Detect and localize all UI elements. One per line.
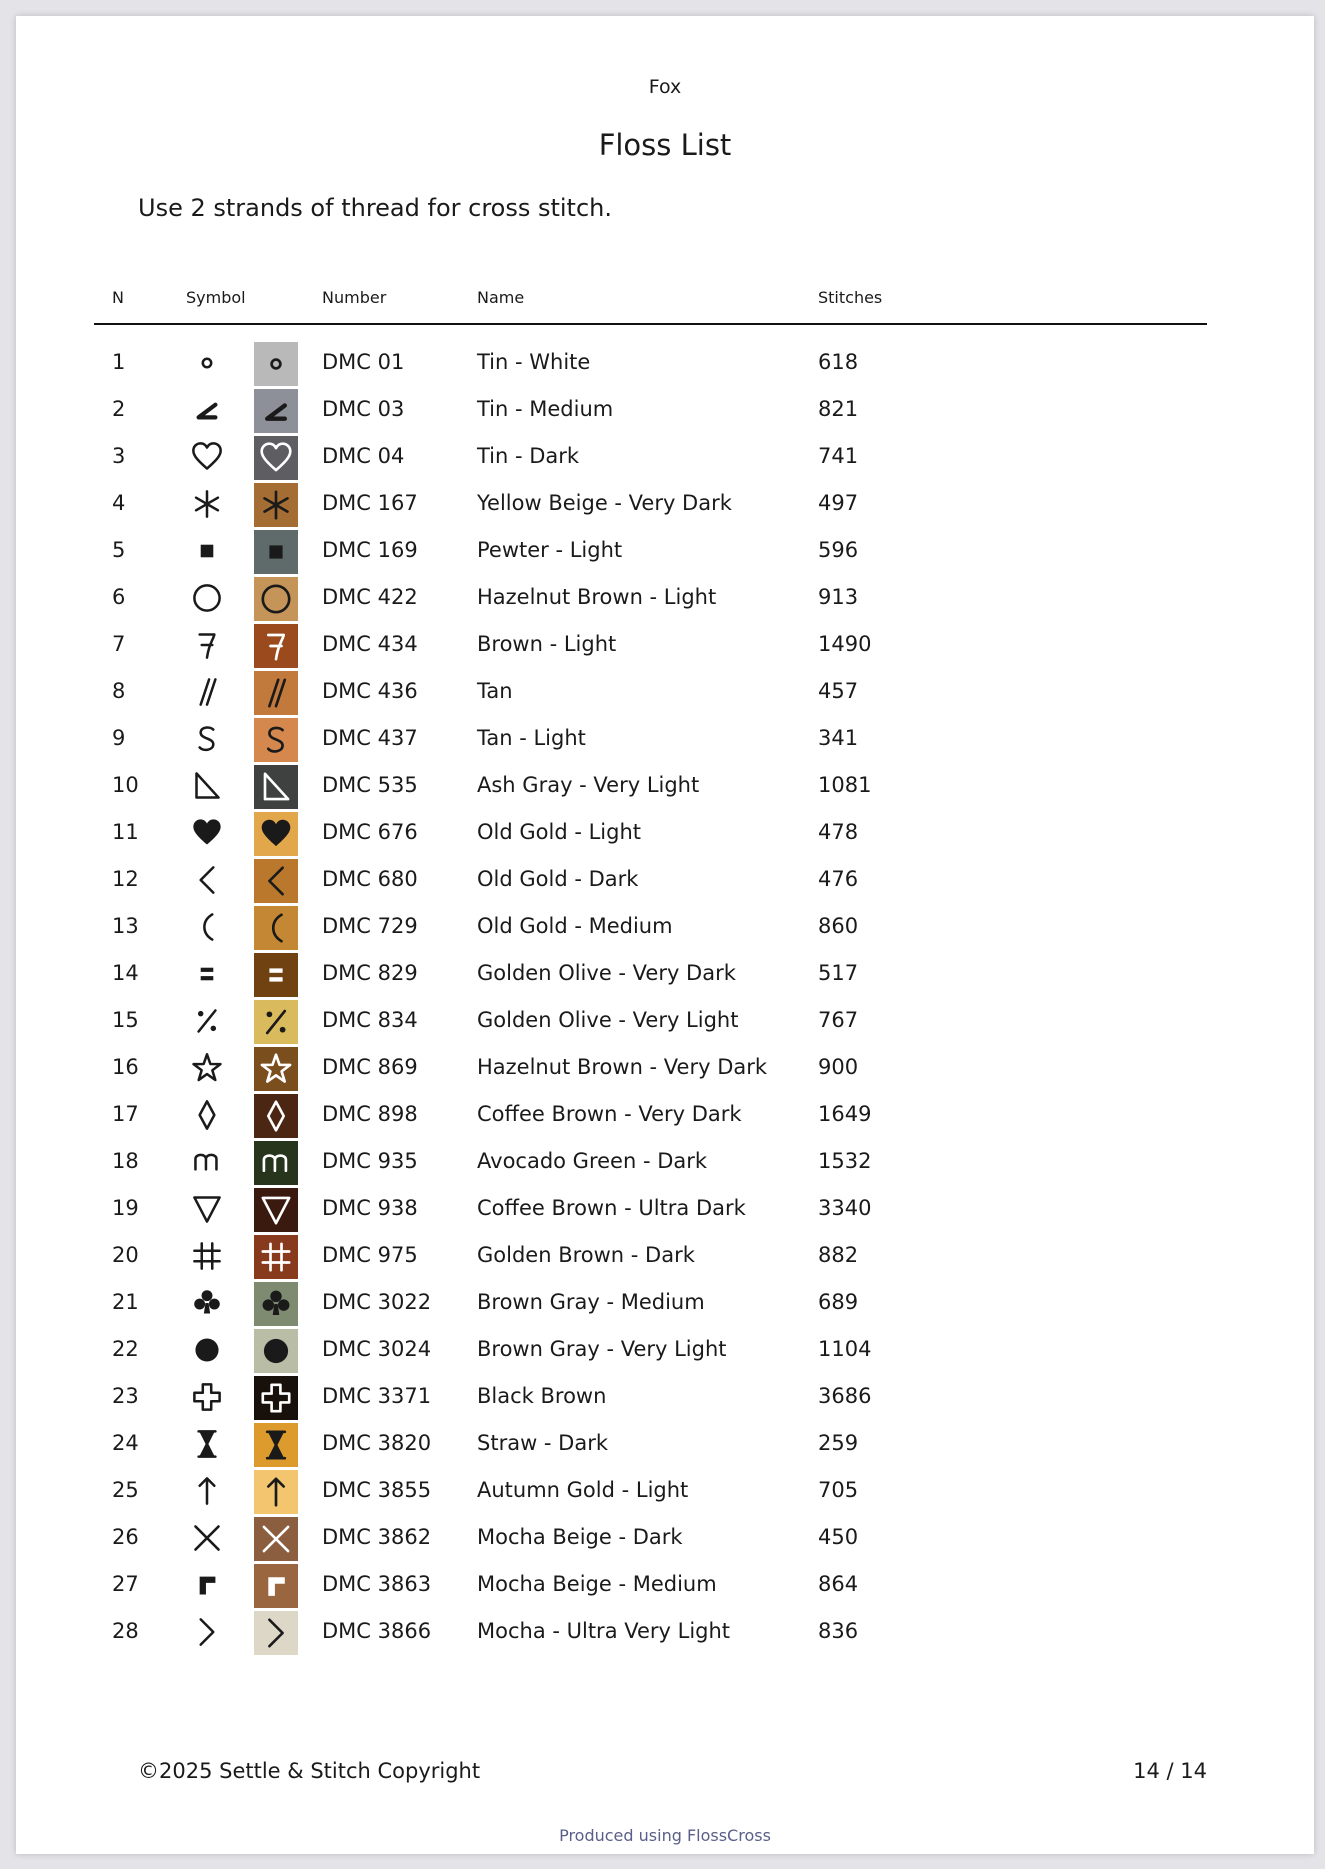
color-swatch [254,1376,298,1420]
color-swatch [254,577,298,621]
row-index: 2 [112,397,126,421]
stitch-count: 497 [818,491,859,515]
row-index: 5 [112,538,126,562]
row-index: 11 [112,820,139,844]
floss-number: DMC 975 [322,1243,418,1267]
table-row [16,1561,1314,1608]
right-triangle-icon [186,765,228,807]
row-index: 3 [112,444,126,468]
floss-name: Yellow Beige - Very Dark [477,491,732,515]
color-swatch [254,1517,298,1561]
floss-name: Tin - Dark [477,444,580,468]
floss-name: Avocado Green - Dark [477,1149,708,1173]
up-arrow-icon [186,1470,228,1512]
table-header [16,288,1314,312]
instructions-text: Use 2 strands of thread for cross stitch. [138,194,612,222]
table-row [16,339,1314,386]
corner-bracket-icon [186,1564,228,1606]
color-swatch [254,389,298,433]
header-symbol: Symbol [186,288,246,307]
floss-number: DMC 676 [322,820,418,844]
stitch-count: 705 [818,1478,859,1502]
table-row [16,809,1314,856]
floss-name: Golden Olive - Very Dark [477,961,736,985]
floss-number: DMC 422 [322,585,418,609]
down-triangle-icon [186,1188,228,1230]
color-swatch [254,812,298,856]
floss-number: DMC 869 [322,1055,418,1079]
floss-name: Hazelnut Brown - Very Dark [477,1055,768,1079]
color-swatch [254,1470,298,1514]
table-row [16,1467,1314,1514]
row-index: 16 [112,1055,139,1079]
table-row [16,1185,1314,1232]
row-index: 17 [112,1102,139,1126]
row-index: 23 [112,1384,139,1408]
floss-name: Mocha Beige - Medium [477,1572,717,1596]
table-row [16,1514,1314,1561]
stitch-count: 1104 [818,1337,872,1361]
small-circle-icon [186,342,228,384]
table-row [16,668,1314,715]
floss-name: Mocha Beige - Dark [477,1525,683,1549]
stitch-count: 476 [818,867,859,891]
color-swatch [254,1094,298,1138]
floss-number: DMC 935 [322,1149,418,1173]
stitch-count: 450 [818,1525,859,1549]
table-row [16,480,1314,527]
double-slash-icon [186,671,228,713]
floss-number: DMC 729 [322,914,418,938]
floss-name: Golden Brown - Dark [477,1243,695,1267]
club-icon [186,1282,228,1324]
floss-number: DMC 3022 [322,1290,432,1314]
table-row [16,856,1314,903]
floss-number: DMC 3371 [322,1384,432,1408]
letter-m-icon [186,1141,228,1183]
table-row [16,715,1314,762]
table-row [16,1420,1314,1467]
table-row [16,527,1314,574]
floss-name: Ash Gray - Very Light [477,773,700,797]
color-swatch [254,859,298,903]
seven-icon [186,624,228,666]
left-paren-icon [186,906,228,948]
floss-name: Old Gold - Medium [477,914,673,938]
floss-name: Straw - Dark [477,1431,609,1455]
less-than-icon [186,859,228,901]
color-swatch [254,1329,298,1373]
floss-number: DMC 898 [322,1102,418,1126]
row-index: 28 [112,1619,139,1643]
star-outline-icon [186,1047,228,1089]
floss-number: DMC 3866 [322,1619,432,1643]
row-index: 25 [112,1478,139,1502]
table-row [16,1608,1314,1655]
header-divider [94,323,1207,325]
stitch-count: 3686 [818,1384,872,1408]
produced-by: Produced using FlossCross [559,1826,771,1845]
floss-name: Mocha - Ultra Very Light [477,1619,731,1643]
row-index: 12 [112,867,139,891]
header-name: Name [477,288,525,307]
row-index: 24 [112,1431,139,1455]
table-row [16,1091,1314,1138]
greater-than-icon [186,1611,228,1653]
stitch-count: 478 [818,820,859,844]
percent-icon [186,1000,228,1042]
color-swatch [254,1188,298,1232]
table-row [16,762,1314,809]
row-index: 14 [112,961,139,985]
color-swatch [254,906,298,950]
filled-square-icon [186,530,228,572]
floss-number: DMC 01 [322,350,405,374]
table-row [16,433,1314,480]
color-swatch [254,1235,298,1279]
stitch-count: 517 [818,961,859,985]
header-number: Number [322,288,387,307]
table-row [16,386,1314,433]
floss-number: DMC 680 [322,867,418,891]
floss-name: Coffee Brown - Very Dark [477,1102,742,1126]
floss-number: DMC 938 [322,1196,418,1220]
floss-name: Brown - Light [477,632,617,656]
row-index: 20 [112,1243,139,1267]
floss-number: DMC 535 [322,773,418,797]
asterisk-icon [186,483,228,525]
floss-number: DMC 3024 [322,1337,432,1361]
header-n: N [112,288,124,307]
row-index: 22 [112,1337,139,1361]
floss-name: Brown Gray - Medium [477,1290,705,1314]
color-swatch [254,624,298,668]
stitch-count: 900 [818,1055,859,1079]
stitch-count: 1532 [818,1149,872,1173]
row-index: 27 [112,1572,139,1596]
stitch-count: 741 [818,444,859,468]
stitch-count: 1081 [818,773,872,797]
floss-name: Tin - Medium [477,397,614,421]
floss-number: DMC 3863 [322,1572,432,1596]
color-swatch [254,483,298,527]
floss-name: Hazelnut Brown - Light [477,585,717,609]
stitch-count: 259 [818,1431,859,1455]
color-swatch [254,953,298,997]
stitch-count: 1490 [818,632,872,656]
x-cross-icon [186,1517,228,1559]
color-swatch [254,530,298,574]
color-swatch [254,1611,298,1655]
table-row [16,1326,1314,1373]
floss-number: DMC 04 [322,444,405,468]
stitch-count: 821 [818,397,859,421]
color-swatch [254,342,298,386]
row-index: 4 [112,491,126,515]
equals-bold-icon [186,953,228,995]
color-swatch [254,1000,298,1044]
row-index: 6 [112,585,126,609]
stitch-count: 1649 [818,1102,872,1126]
floss-name: Tin - White [477,350,591,374]
stitch-count: 882 [818,1243,859,1267]
floss-name: Brown Gray - Very Light [477,1337,727,1361]
row-index: 7 [112,632,126,656]
stitch-count: 341 [818,726,859,750]
color-swatch [254,718,298,762]
hash-icon [186,1235,228,1277]
stitch-count: 836 [818,1619,859,1643]
floss-name: Pewter - Light [477,538,623,562]
stitch-count: 457 [818,679,859,703]
filled-circle-icon [186,1329,228,1371]
floss-number: DMC 3820 [322,1431,432,1455]
row-index: 8 [112,679,126,703]
stitch-count: 864 [818,1572,859,1596]
row-index: 19 [112,1196,139,1220]
table-row [16,621,1314,668]
header-stitches: Stitches [818,288,883,307]
table-row [16,950,1314,997]
pattern-name: Fox [648,76,682,98]
row-index: 26 [112,1525,139,1549]
floss-name: Old Gold - Dark [477,867,639,891]
stitch-count: 618 [818,350,859,374]
floss-name: Tan [477,679,513,703]
hourglass-icon [186,1423,228,1465]
color-swatch [254,1141,298,1185]
stitch-count: 767 [818,1008,859,1032]
page-title: Floss List [598,128,732,162]
letter-s-icon [186,718,228,760]
row-index: 18 [112,1149,139,1173]
stitch-count: 913 [818,585,859,609]
stitch-count: 689 [818,1290,859,1314]
stitch-count: 3340 [818,1196,872,1220]
floss-name: Autumn Gold - Light [477,1478,689,1502]
heart-filled-icon [186,812,228,854]
diamond-outline-icon [186,1094,228,1136]
table-row [16,903,1314,950]
floss-number: DMC 829 [322,961,418,985]
copyright-text: ©2025 Settle & Stitch Copyright [138,1759,481,1783]
row-index: 21 [112,1290,139,1314]
row-index: 10 [112,773,139,797]
floss-name: Golden Olive - Very Light [477,1008,739,1032]
color-swatch [254,1282,298,1326]
stitch-count: 860 [818,914,859,938]
color-swatch [254,671,298,715]
table-row [16,1232,1314,1279]
floss-number: DMC 169 [322,538,418,562]
floss-name: Old Gold - Light [477,820,641,844]
stitch-count: 596 [818,538,859,562]
color-swatch [254,1047,298,1091]
floss-number: DMC 437 [322,726,418,750]
table-row [16,1138,1314,1185]
floss-number: DMC 3862 [322,1525,432,1549]
floss-name: Coffee Brown - Ultra Dark [477,1196,746,1220]
page-number: 14 / 14 [1133,1759,1207,1783]
floss-number: DMC 167 [322,491,418,515]
color-swatch [254,436,298,480]
row-index: 13 [112,914,139,938]
table-row [16,1044,1314,1091]
floss-number: DMC 434 [322,632,418,656]
floss-number: DMC 834 [322,1008,418,1032]
check-wedge-icon [186,389,228,431]
document-page [16,16,1314,1854]
floss-number: DMC 3855 [322,1478,432,1502]
table-row [16,574,1314,621]
table-row [16,1279,1314,1326]
color-swatch [254,1564,298,1608]
floss-number: DMC 03 [322,397,405,421]
floss-name: Tan - Light [477,726,586,750]
color-swatch [254,765,298,809]
table-row [16,1373,1314,1420]
color-swatch [254,1423,298,1467]
heart-outline-icon [186,436,228,478]
row-index: 1 [112,350,126,374]
row-index: 15 [112,1008,139,1032]
floss-name: Black Brown [477,1384,607,1408]
cross-outline-icon [186,1376,228,1418]
row-index: 9 [112,726,126,750]
circle-outline-icon [186,577,228,619]
table-row [16,997,1314,1044]
floss-number: DMC 436 [322,679,418,703]
